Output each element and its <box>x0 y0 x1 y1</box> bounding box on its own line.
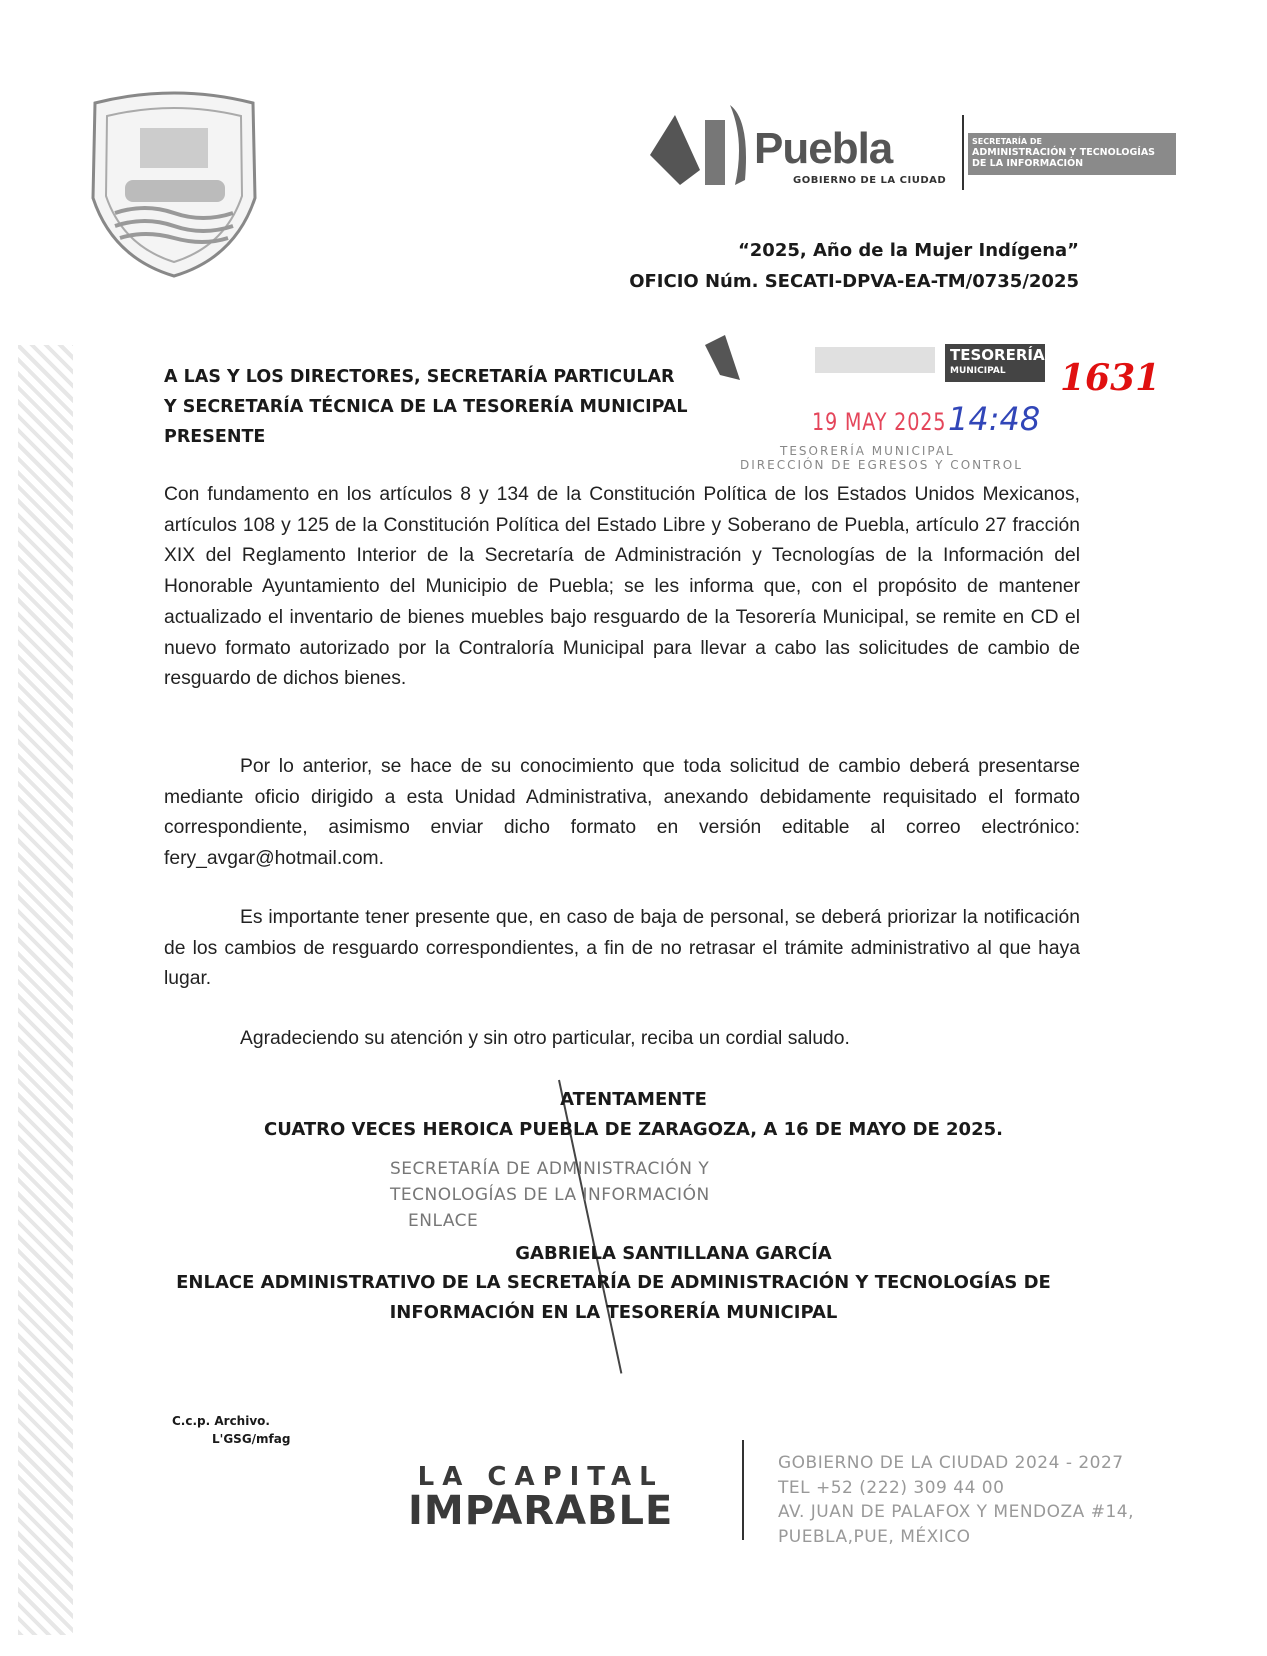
signer-role: ENLACE ADMINISTRATIVO DE LA SECRETARÍA DE ADMINISTRACIÓN Y TECNOLOGÍAS DE <box>176 1272 1051 1293</box>
signer-name: GABRIELA SANTILLANA GARCÍA <box>515 1243 832 1264</box>
contact-phone: TEL +52 (222) 309 44 00 <box>778 1477 1005 1498</box>
place-date: CUATRO VECES HEROICA PUEBLA DE ZARAGOZA, A 16 DE MAYO DE 2025. <box>264 1119 1003 1140</box>
ccp-line: C.c.p. Archivo. <box>172 1414 270 1428</box>
seal-line: ENLACE <box>408 1211 479 1231</box>
reception-stamp-logo <box>705 335 940 385</box>
oficio-number: OFICIO Núm. SECATI-DPVA-EA-TM/0735/2025 <box>629 271 1079 292</box>
stamp-text-line: TESORERÍA MUNICIPAL <box>780 444 955 458</box>
slogan-line-1: LA CAPITAL <box>417 1462 664 1492</box>
seal-line: TECNOLOGÍAS DE LA INFORMACIÓN <box>390 1185 710 1205</box>
stamp-date: 19 MAY 2025 <box>812 408 947 436</box>
signature-seal <box>390 1156 710 1234</box>
paragraph-2: Por lo anterior, se hace de su conocimiento que toda solicitud de cambio deberá presentarse mediante oficio dirigido a esta Unidad Administrativa, anexando debidamente requisitado el formato correspondiente, asimismo enviar dicho formato en versión editable al correo electrónico: fery_avgar@hotmail.com. <box>164 756 1080 870</box>
slogan-line-2: IMPARABLE <box>408 1488 674 1534</box>
addressee-line: PRESENTE <box>164 427 266 447</box>
atentamente: ATENTAMENTE <box>560 1089 707 1110</box>
secretaria-line: SECRETARÍA DE <box>972 137 1042 146</box>
reception-stamp-entity <box>945 344 1045 382</box>
addressee-line: A LAS Y LOS DIRECTORES, SECRETARÍA PARTICULAR <box>164 367 675 387</box>
paragraph-4: Agradeciendo su atención y sin otro particular, reciba un cordial saludo. <box>240 1028 850 1049</box>
contact-address: AV. JUAN DE PALAFOX Y MENDOZA #14, <box>778 1502 1134 1522</box>
logo-wordmark: Puebla <box>754 124 893 173</box>
seal-line: SECRETARÍA DE ADMINISTRACIÓN Y <box>390 1159 710 1179</box>
signer-role-cont: INFORMACIÓN EN LA TESORERÍA MUNICIPAL <box>389 1302 838 1323</box>
decorative-border <box>18 345 73 1635</box>
contact-city: PUEBLA,PUE, MÉXICO <box>778 1526 971 1547</box>
footer-contact <box>778 1451 1134 1549</box>
addressee <box>164 362 688 452</box>
folio-number: 1631 <box>1060 357 1161 399</box>
stamp-text <box>740 444 1023 472</box>
paragraph-3: Es importante tener presente que, en caso de baja de personal, se deberá priorizar la notificación de los cambios de resguardo correspondientes, a fin de no retrasar el trámite administrativo al que haya lugar. <box>164 907 1080 990</box>
ccp-initials: L'GSG/mfag <box>212 1432 291 1446</box>
stamp-time: 14:48 <box>948 400 1041 438</box>
puebla-city-logo <box>650 100 750 192</box>
footer-divider <box>742 1440 744 1540</box>
secretaria-line: ADMINISTRACIÓN Y TECNOLOGÍAS <box>972 147 1156 158</box>
addressee-line: Y SECRETARÍA TÉCNICA DE LA TESORERÍA MUNICIPAL <box>164 397 688 417</box>
paragraph-1: Con fundamento en los artículos 8 y 134 de la Constitución Política de los Estados Unidos Mexicanos, artículos 108 y 125 de la Constitución Política del Estado Libre y Soberano de Puebla, artículo 27 fracción XIX del Reglamento Interior de la Secretaría de Administración y Tecnologías de la Información del Honorable Ayuntamiento del Municipio de Puebla; se les informa que, con el propósito de mantener actualizado el inventario de bienes muebles bajo resguardo de la Tesorería Municipal, se remite en CD el nuevo formato autorizado por la Contraloría Municipal para llevar a cabo las solicitudes de cambio de resguardo de dichos bienes. <box>164 484 1080 690</box>
secretaria-label <box>968 133 1176 175</box>
stamp-entity: TESORERÍA <box>950 346 1045 364</box>
slogan-logo <box>408 1462 674 1534</box>
secretaria-line: DE LA INFORMACIÓN <box>972 158 1084 169</box>
divider <box>962 115 964 190</box>
stamp-text-line: DIRECCIÓN DE EGRESOS Y CONTROL <box>740 458 1023 472</box>
logo-subtitle: GOBIERNO DE LA CIUDAD <box>793 175 947 186</box>
contact-line: GOBIERNO DE LA CIUDAD 2024 - 2027 <box>778 1453 1124 1473</box>
municipal-shield-logo <box>85 88 263 278</box>
ccp <box>172 1412 290 1448</box>
year-motto: “2025, Año de la Mujer Indígena” <box>737 240 1079 261</box>
stamp-entity-sub: MUNICIPAL <box>950 366 1006 376</box>
